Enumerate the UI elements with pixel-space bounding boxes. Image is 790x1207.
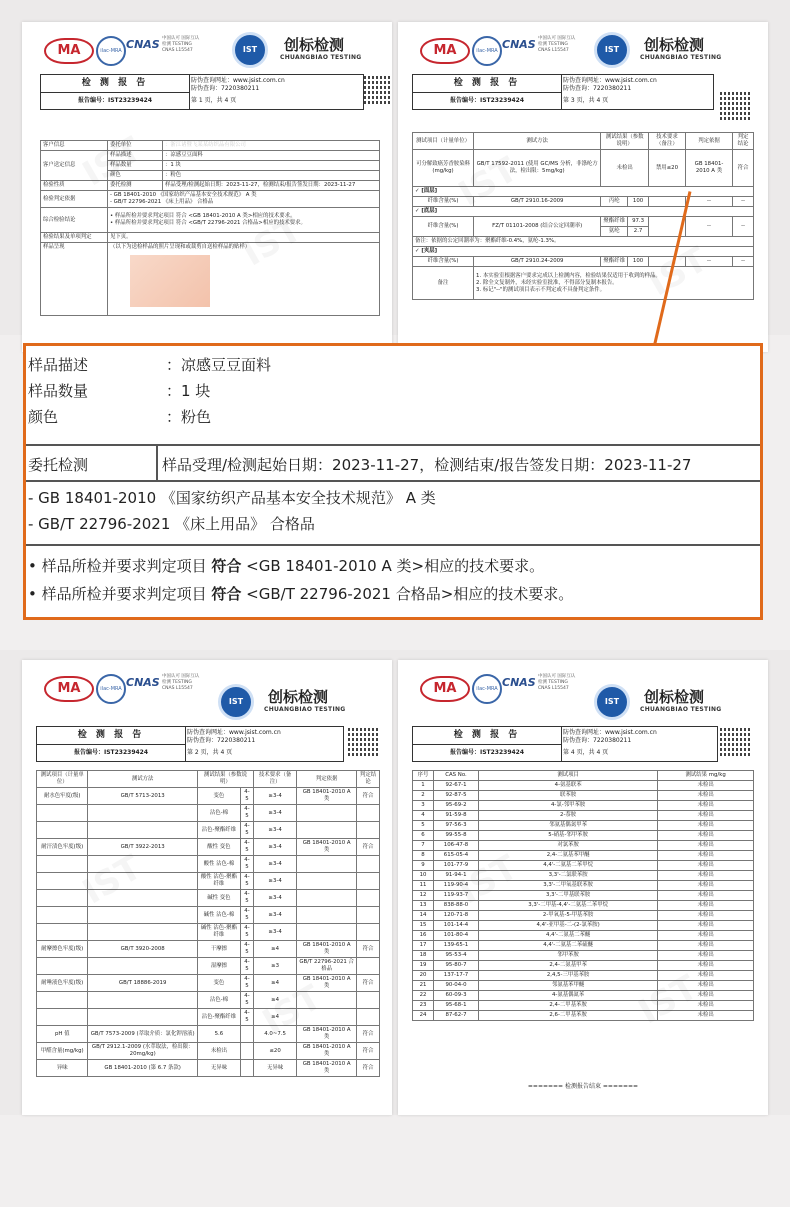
- ilac-mra-logo: ilac-MRA: [96, 36, 126, 66]
- table-row: 耐唾液色牢度(级) GB/T 18886-2019 变色 4-5 ≥4 GB 18401-2010 A 类 符合: [37, 975, 380, 992]
- table-row: 20 137-17-7 2,4,5-三甲基苯胺 未检出: [413, 971, 754, 981]
- table-row: 碱性 沾色-聚酯纤维 4-5 ≥3-4: [37, 924, 380, 941]
- report-number: 报告编号：IST23239424: [41, 92, 190, 109]
- brand-name-en: CHUANGBIAO TESTING: [264, 706, 346, 713]
- ilac-mra-logo: ilac-MRA: [96, 674, 126, 704]
- brand-name-en: CHUANGBIAO TESTING: [640, 706, 722, 713]
- cnas-logo: CNAS: [502, 676, 536, 689]
- accreditation-text: 中国认可 国际互认 检测 TESTING CNAS L15547: [538, 674, 576, 691]
- aromatic-amines-table: 序号 CAS No. 测试项目 测试结果 mg/kg 1 92-67-1 4-氨基联苯 未检出 2 92-87-5 联苯胺 未检出 3 95-69-2 4-氯-邻甲苯胺 未检出 4 91-59-8 2-萘胺 未检出 5 97-56-3 邻氨基偶氮甲苯 未检出 6 99-55-8 5-硝基-邻甲苯胺 未检出 7 106-47-8 对氯苯胺 未检出 8 615-05-4 2,4-二氨基苯甲醚 未检出 9 101-77-9 4,4'-二氨基二苯甲烷 未检出 10 91-94-1 3,3'-二氯联苯胺 未检出 11 119-90-4 3,3'-二甲氧基联苯胺 未检出 12 119-93-7 3,3'-二甲基联苯胺 未检出 13 838-88-0 3,3'-二甲基-4,4'-二氨基二苯甲烷 未检出 14 120-71-8 2-甲氧基-5-甲基苯胺 未检出 15 101-14-4 4,4'-亚甲基-二-(2-氯苯胺) 未检出 16 101-80-4 4,4'-二氨基二苯醚 未检出 17 139-65-1 4,4'-二氨基二苯硫醚 未检出 18 95-53-4 邻甲苯胺 未检出 19 95-80-7 2,4-二氨基甲苯 未检出 20 137-17-7 2,4,5-三甲基苯胺 未检出 21 90-04-0 邻氨基苯甲醚 未检出 22 60-09-3 4-氨基偶氮苯 未检出 23 95-68-1 2,4-二甲基苯胺 未检出 24 87-62-7 2,6-二甲基苯胺 未检出: [412, 770, 754, 1021]
- report-number: 报告编号：IST23239424: [413, 92, 562, 109]
- table-row: 酸性 沾色-棉 4-5 ≥3-4: [37, 856, 380, 873]
- ist-logo-icon: IST: [218, 684, 254, 720]
- table-row: 19 95-80-7 2,4-二氨基甲苯 未检出: [413, 961, 754, 971]
- table-row: 16 101-80-4 4,4'-二氨基二苯醚 未检出: [413, 931, 754, 941]
- table-row: 耐摩擦色牢度(级) GB/T 3920-2008 干摩擦 4-5 ≥4 GB 18401-2010 A 类 符合: [37, 941, 380, 958]
- table-row: 碱性 变色 4-5 ≥3-4: [37, 890, 380, 907]
- table-row: 23 95-68-1 2,4-二甲基苯胺 未检出: [413, 1001, 754, 1011]
- cnas-logo: CNAS: [502, 38, 536, 51]
- zoomed-excerpt: [23, 343, 763, 620]
- table-row: 15 101-14-4 4,4'-亚甲基-二-(2-氯苯胺) 未检出: [413, 921, 754, 931]
- cnas-logo: CNAS: [126, 676, 160, 689]
- divider: [26, 480, 760, 482]
- table-row: 9 101-77-9 4,4'-二氨基二苯甲烷 未检出: [413, 861, 754, 871]
- report-page-2: [22, 660, 392, 1115]
- cnas-logo: CNAS: [126, 38, 160, 51]
- table-row: 4 91-59-8 2-萘胺 未检出: [413, 811, 754, 821]
- standard-2: - GB/T 22796-2021 《床上用品》 合格品: [28, 515, 315, 533]
- ist-logo-icon: IST: [594, 32, 630, 68]
- table-row: 12 119-93-7 3,3'-二甲基联苯胺 未检出: [413, 891, 754, 901]
- report-title: 检 测 报 告: [41, 75, 190, 93]
- ma-logo: MA: [44, 38, 94, 64]
- table-row: 3 95-69-2 4-氯-邻甲苯胺 未检出: [413, 801, 754, 811]
- table-row: 8 615-05-4 2,4-二氨基苯甲醚 未检出: [413, 851, 754, 861]
- qr-code-icon: [364, 76, 392, 106]
- ist-logo-icon: IST: [232, 32, 268, 68]
- table-row: 碱性 沾色-棉 4-5 ≥3-4: [37, 907, 380, 924]
- color-value: ：粉色: [166, 408, 212, 426]
- table-row: 18 95-53-4 邻甲苯胺 未检出: [413, 951, 754, 961]
- qr-code-icon: [720, 92, 750, 122]
- report-page-4: [398, 660, 768, 1115]
- table-row: 沾色-棉 4-5 ≥3-4: [37, 805, 380, 822]
- table-row: 湿摩擦 4-5 ≥3 GB/T 22796-2021 合格品: [37, 958, 380, 975]
- report-title-box: [412, 726, 718, 762]
- divider: [156, 444, 158, 480]
- brand-name-en: CHUANGBIAO TESTING: [280, 54, 362, 61]
- table-row: 24 87-62-7 2,6-二甲基苯胺 未检出: [413, 1011, 754, 1021]
- brand-name: 创标检测: [644, 36, 705, 54]
- brand-name: 创标检测: [644, 688, 705, 706]
- ilac-mra-logo: ilac-MRA: [472, 674, 502, 704]
- fabric-sample-photo: [130, 255, 210, 307]
- ma-logo: MA: [44, 676, 94, 702]
- report-title-box: [36, 726, 344, 762]
- standard-1: - GB 18401-2010 《国家纺织产品基本安全技术规范》 A 类: [28, 489, 436, 507]
- customer-info-table: 客户信息 委托单位 ：浙江诸暨飞某某纺织品有限公司 客户送定信息 样品描述 ：凉感豆豆面料 样品数量 ：1 块 颜色 ：粉色 检验性质 委托检测 样品受理/检测起始日期：2023-11-27，检测结束/报告签发日期：2023-11-27 检验判定依据 - GB 18401-2010 《国家纺织产品基本安全技术规范》 A 类 - GB/T 22796-2021 《床上用品》 合格品 综合检验结论 • 样品所检并要求判定项目 符合 <GB 18401-2010 A 类>相应的技术要求。 • 样品所检并要求判定项目 符合 <GB/T 22796-2021 合格品>相应的技术要求。 检验结果及单项判定 见下页。 样品呈现 （以下为送检样品的照片呈现和或裁剪自送检样品的贴样）: [40, 140, 380, 316]
- conclusion-1: • 样品所检并要求判定项目 符合 <GB 18401-2010 A 类>相应的技术要求。: [28, 557, 545, 575]
- report-title-box: [40, 74, 364, 110]
- brand-name: 创标检测: [268, 688, 329, 706]
- table-row: 11 119-90-4 3,3'-二甲氧基联苯胺 未检出: [413, 881, 754, 891]
- colorfastness-table: 测试项目（计量单位） 测试方法 测试结果（参数说明） 技术要求（备注） 判定依据 判定结论 耐水色牢度(级) GB/T 5713-2013 变色 4-5 ≥3-4 GB 18401-2010 A 类 符合 沾色-棉 4-5 ≥3-4 沾色-聚酯纤维 4-5 ≥3-4 耐汗渍色牢度(级) GB/T 3922-2013 酸性 变色 4-5 ≥3-4 GB 18401-2010 A 类 符合 酸性 沾色-棉 4-5 ≥3-4 酸性 沾色-聚酯纤维 4-5 ≥3-4 碱性 变色 4-5 ≥3-4 碱性 沾色-棉 4-5 ≥3-4 碱性 沾色-聚酯纤维 4-5 ≥3-4 耐摩擦色牢度(级) GB/T 3920-2008 干摩擦 4-5 ≥4 GB 18401-2010 A 类 符合 湿摩擦 4-5 ≥3 GB/T 22796-2021 合格品 耐唾液色牢度(级) GB/T 18886-2019 变色 4-5 ≥4 GB 18401-2010 A 类 符合 沾色-棉 4-5 ≥4 沾色-聚酯纤维 4-5 ≥4 pH 值 GB/T 7573-2009 (萃取介质：氯化钾溶液) 5.6 4.0~7.5 GB 18401-2010 A 类 符合 甲醛含量(mg/kg) GB/T 2912.1-2009 (水萃取法，检出限：20mg/kg) 未检出 ≤20 GB 18401-2010 A 类 符合 异味 GB 18401-2010 (第 6.7 条款) 无异味 无异味 GB 18401-2010 A 类 符合: [36, 770, 380, 1077]
- report-number: 报告编号：IST23239424: [413, 744, 562, 761]
- table-row: 沾色-聚酯纤维 4-5 ≥3-4: [37, 822, 380, 839]
- ma-logo: MA: [420, 38, 470, 64]
- inspection-type-label: 委托检测: [28, 456, 89, 474]
- color-label: 颜色: [28, 408, 59, 426]
- table-row: 酸性 沾色-聚酯纤维 4-5 ≥3-4: [37, 873, 380, 890]
- table-row: 21 90-04-0 邻氨基苯甲醚 未检出: [413, 981, 754, 991]
- qr-code-icon: [348, 728, 378, 758]
- ma-logo: MA: [420, 676, 470, 702]
- divider: [26, 544, 760, 546]
- query-info: 防伪查询网址：www.jsist.com.cn 防伪查询：7220380211: [191, 77, 285, 92]
- accreditation-text: 中国认可 国际互认 检测 TESTING CNAS L15547: [538, 36, 576, 53]
- page-number: 第 1 页，共 4 页: [191, 97, 237, 104]
- accreditation-text: 中国认可 国际互认 检测 TESTING CNAS L15547: [162, 674, 200, 691]
- report-title: 检 测 报 告: [37, 727, 186, 745]
- table-row: 10 91-94-1 3,3'-二氯联苯胺 未检出: [413, 871, 754, 881]
- report-title-box: [412, 74, 714, 110]
- table-row: 5 97-56-3 邻氨基偶氮甲苯 未检出: [413, 821, 754, 831]
- report-page-3: [398, 22, 768, 352]
- inspection-dates: 样品受理/检测起始日期：2023-11-27，检测结束/报告签发日期：2023-11-27: [162, 456, 692, 474]
- divider: [26, 444, 760, 446]
- ist-logo-icon: IST: [594, 684, 630, 720]
- page-number: 第 3 页，共 4 页: [563, 97, 609, 104]
- table-row: 沾色-棉 4-5 ≥4: [37, 992, 380, 1009]
- query-info: 防伪查询网址：www.jsist.com.cn 防伪查询：7220380211: [187, 729, 281, 744]
- table-row: 22 60-09-3 4-氨基偶氮苯 未检出: [413, 991, 754, 1001]
- qr-code-icon: [720, 728, 750, 758]
- sample-desc-label: 样品描述: [28, 356, 89, 374]
- sample-qty-label: 样品数量: [28, 382, 89, 400]
- table-row: 1 92-67-1 4-氨基联苯 未检出: [413, 781, 754, 791]
- test-results-table: 测试项目（计量单位） 测试方法 测试结果（参数说明） 技术要求（备注） 判定依据 判定结论 可分解致癌芳香胺染料(mg/kg) GB/T 17592-2011 (使用 GC/MS 分析，非涤纶方法，检出限：5mg/kg) 未检出 禁用≤20 GB 18401-2010 A 类 符合 ✓ [面层] 纤维含量(%) GB/T 2910.16-2009 丙纶 100 -- -- ✓ [底层] 纤维含量(%) FZ/T 01101-2008 (结合公定回潮率) 聚酯纤维 97.3 -- -- 氨纶 2.7 备注：依据的公定回潮率为：聚酯纤维-0.4%，氨纶-1.3%。 ✓ [夹层] 纤维含量(%) GB/T 2910.24-2009 聚酯纤维 100 -- -- 备注 1. 本实验室根据客户要求完成以上检测内容，检验结果仅适用于收到的样品。 2. 除全文复制外，未经实验室批准，不得部分复制本报告。 3. 标记"--"的测试项目表示不判定或不具备判定条件。: [412, 132, 754, 300]
- table-row: 异味 GB 18401-2010 (第 6.7 条款) 无异味 无异味 GB 18401-2010 A 类 符合: [37, 1060, 380, 1077]
- page-number: 第 4 页，共 4 页: [563, 749, 609, 756]
- query-info: 防伪查询网址：www.jsist.com.cn 防伪查询：7220380211: [563, 729, 657, 744]
- report-end: ======= 检测报告结束 =======: [527, 1083, 639, 1090]
- table-row: 14 120-71-8 2-甲氧基-5-甲基苯胺 未检出: [413, 911, 754, 921]
- sample-desc-value: ：凉感豆豆面料: [166, 356, 272, 374]
- table-row: 6 99-55-8 5-硝基-邻甲苯胺 未检出: [413, 831, 754, 841]
- report-title: 检 测 报 告: [413, 75, 562, 93]
- report-page-1: [22, 22, 392, 352]
- sample-qty-value: ：1 块: [166, 382, 211, 400]
- table-row: pH 值 GB/T 7573-2009 (萃取介质：氯化钾溶液) 5.6 4.0~7.5 GB 18401-2010 A 类 符合: [37, 1026, 380, 1043]
- ilac-mra-logo: ilac-MRA: [472, 36, 502, 66]
- accreditation-text: 中国认可 国际互认 检测 TESTING CNAS L15547: [162, 36, 200, 53]
- table-row: 13 838-88-0 3,3'-二甲基-4,4'-二氨基二苯甲烷 未检出: [413, 901, 754, 911]
- table-row: 7 106-47-8 对氯苯胺 未检出: [413, 841, 754, 851]
- table-row: 17 139-65-1 4,4'-二氨基二苯硫醚 未检出: [413, 941, 754, 951]
- brand-name-en: CHUANGBIAO TESTING: [640, 54, 722, 61]
- table-row: 甲醛含量(mg/kg) GB/T 2912.1-2009 (水萃取法，检出限：20mg/kg) 未检出 ≤20 GB 18401-2010 A 类 符合: [37, 1043, 380, 1060]
- page-number: 第 2 页，共 4 页: [187, 749, 233, 756]
- report-title: 检 测 报 告: [413, 727, 562, 745]
- query-info: 防伪查询网址：www.jsist.com.cn 防伪查询：7220380211: [563, 77, 657, 92]
- report-number: 报告编号：IST23239424: [37, 744, 186, 761]
- table-row: 耐水色牢度(级) GB/T 5713-2013 变色 4-5 ≥3-4 GB 18401-2010 A 类 符合: [37, 788, 380, 805]
- table-row: 沾色-聚酯纤维 4-5 ≥4: [37, 1009, 380, 1026]
- conclusion-2: • 样品所检并要求判定项目 符合 <GB/T 22796-2021 合格品>相应的技术要求。: [28, 585, 574, 603]
- table-row: 耐汗渍色牢度(级) GB/T 3922-2013 酸性 变色 4-5 ≥3-4 GB 18401-2010 A 类 符合: [37, 839, 380, 856]
- brand-name: 创标检测: [284, 36, 345, 54]
- table-row: 2 92-87-5 联苯胺 未检出: [413, 791, 754, 801]
